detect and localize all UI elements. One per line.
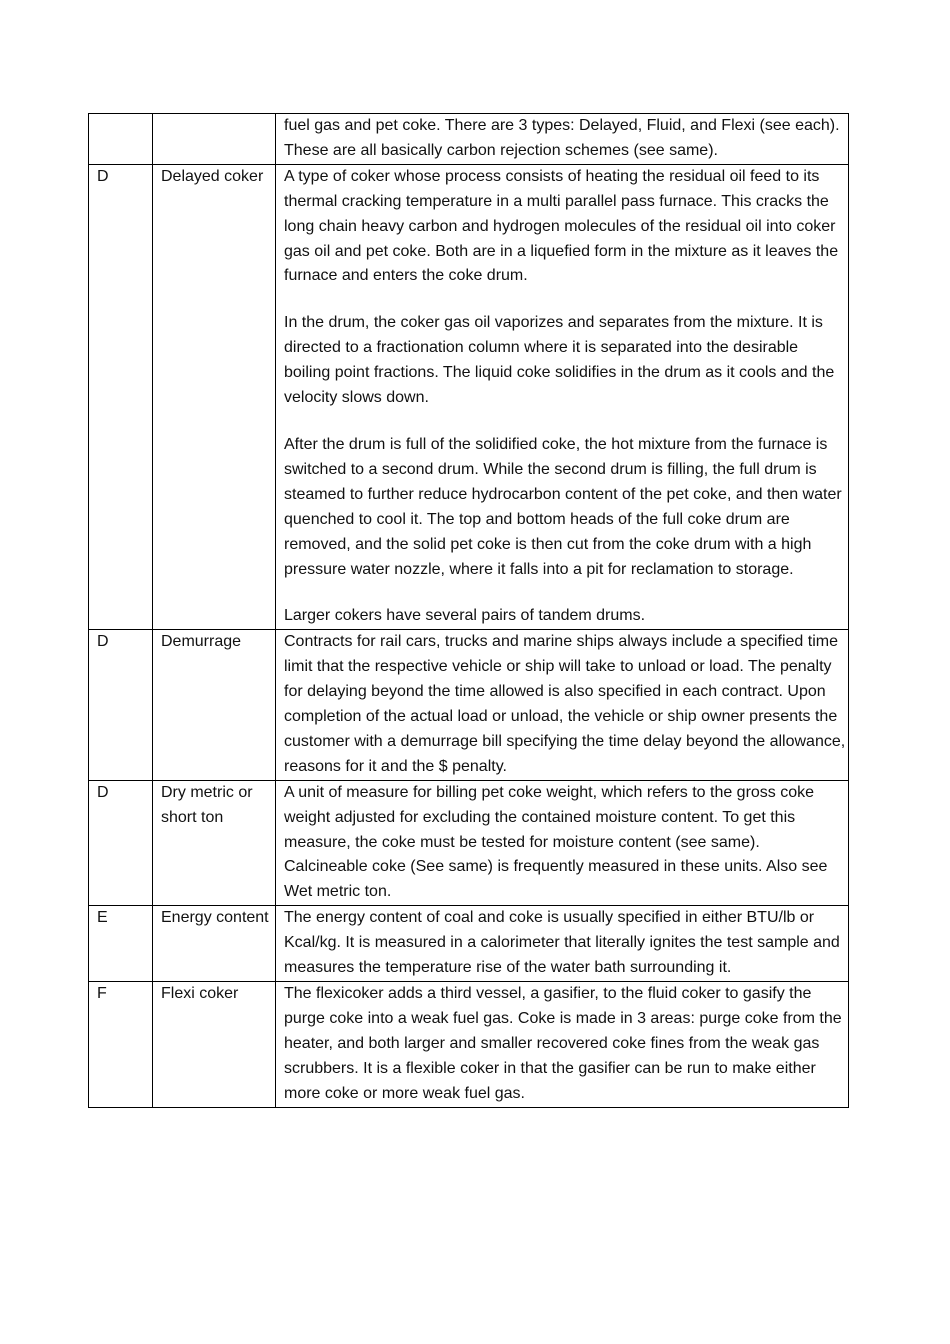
term-cell: Dry metric or short ton xyxy=(153,780,276,906)
letter-cell: D xyxy=(89,630,153,780)
table-row xyxy=(89,780,849,906)
definition-paragraph: In the drum, the coker gas oil vaporizes and separates from the mixture. It is directed to a fractionation column where it is separated into the desirable boiling point fractions. The liquid coke solidifies in the drum as it cools and the velocity slows down. xyxy=(284,314,835,407)
table-row xyxy=(89,630,849,780)
letter-cell xyxy=(89,114,153,165)
term-cell: Demurrage xyxy=(153,630,276,780)
definition-cell xyxy=(276,906,849,982)
term-cell: Flexi coker xyxy=(153,982,276,1108)
definition-paragraph: After the drum is full of the solidified coke, the hot mixture from the furnace is switched to a second drum. While the second drum is filling, the full drum is steamed to further reduce hydrocarbon content of the pet coke, and then water quenched to cool it. The top and bottom heads of the full coke drum are removed, and the solid pet coke is then cut from the coke drum with a high pressure water nozzle, where it falls into a pit for reclamation to storage. xyxy=(284,435,842,578)
term-cell xyxy=(153,114,276,165)
table-row xyxy=(89,982,849,1108)
definition-cell xyxy=(276,164,849,630)
definition-paragraph: A unit of measure for billing pet coke weight, which refers to the gross coke weight adjusted for excluding the contained moisture content. To get this measure, the coke must be tested for moisture content (see same). Calcineable coke (See same) is frequently measured in these units. Also see Wet metric ton. xyxy=(284,783,828,901)
definition-cell xyxy=(276,630,849,780)
term-cell: Delayed coker xyxy=(153,164,276,630)
table-row xyxy=(89,114,849,165)
letter-cell: D xyxy=(89,164,153,630)
definition-paragraph: Larger cokers have several pairs of tandem drums. xyxy=(284,607,646,625)
table-row xyxy=(89,906,849,982)
definition-cell xyxy=(276,114,849,165)
definition-paragraph: The flexicoker adds a third vessel, a gasifier, to the fluid coker to gasify the purge coke into a weak fuel gas. Coke is made in 3 areas: purge coke from the heater, and both larger and smaller recovered coke fines from the weak gas scrubbers. It is a flexible coker in that the gasifier can be run to make either more coke or more weak fuel gas. xyxy=(284,985,842,1102)
term-cell: Energy content xyxy=(153,906,276,982)
definition-cell xyxy=(276,780,849,906)
glossary-table xyxy=(88,113,849,1108)
table-row xyxy=(89,164,849,630)
definition-paragraph: fuel gas and pet coke. There are 3 types: Delayed, Fluid, and Flexi (see each). These are all basically carbon rejection schemes (see same). xyxy=(284,117,840,159)
definition-paragraph: The energy content of coal and coke is usually specified in either BTU/lb or Kcal/kg. It is measured in a calorimeter that literally ignites the test sample and measures the temperature rise of the water bath surrounding it. xyxy=(284,909,840,977)
letter-cell: D xyxy=(89,780,153,906)
definition-paragraph: A type of coker whose process consists of heating the residual oil feed to its thermal cracking temperature in a multi parallel pass furnace. This cracks the long chain heavy carbon and hydrogen molecules of the residual oil into coker gas oil and pet coke. Both are in a liquefied form in the mixture as it leaves the furnace and enters the coke drum. xyxy=(284,167,839,285)
definition-cell xyxy=(276,982,849,1108)
letter-cell: F xyxy=(89,982,153,1108)
definition-paragraph: Contracts for rail cars, trucks and marine ships always include a specified time limit that the respective vehicle or ship will take to unload or load. The penalty for delaying beyond the time allowed is also specified in each contract. Upon completion of the actual load or unload, the vehicle or ship owner presents the customer with a demurrage bill specifying the time delay beyond the allowance, reasons for it and the $ penalty. xyxy=(284,633,846,775)
letter-cell: E xyxy=(89,906,153,982)
